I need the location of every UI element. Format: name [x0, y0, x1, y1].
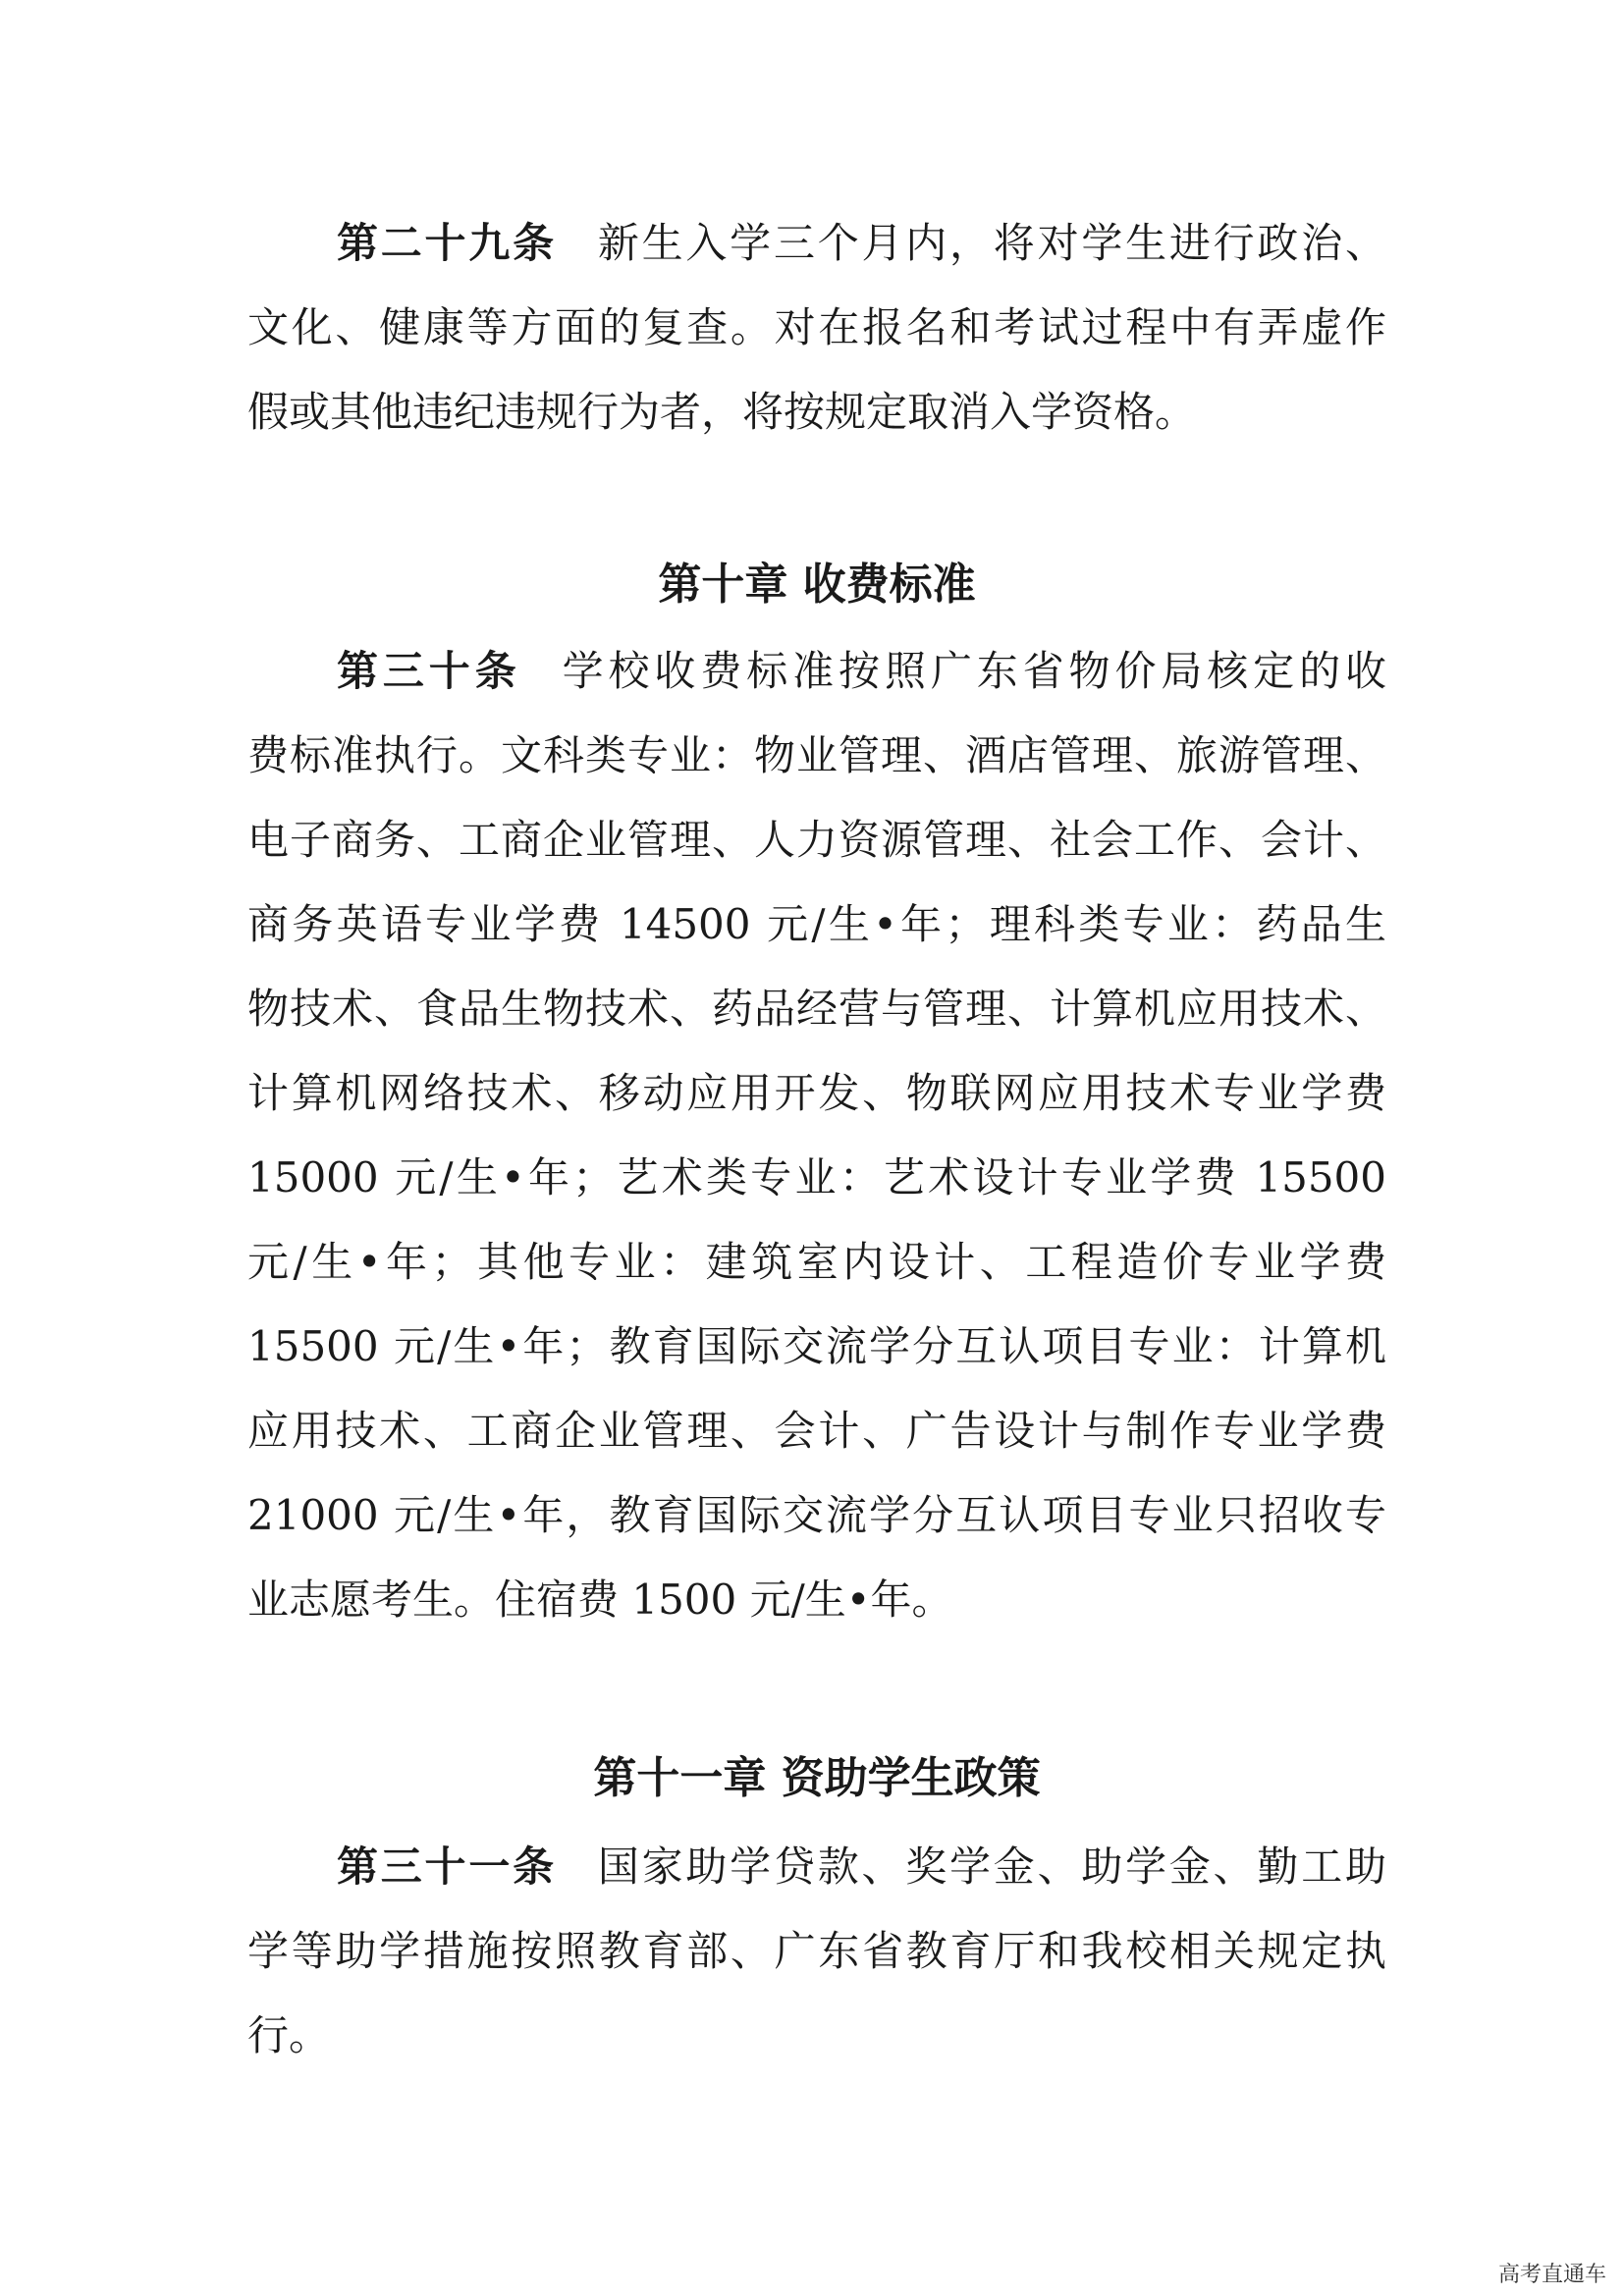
article-31-line-3: 行。 [247, 2011, 331, 2059]
article-29-label: 第二十九条 [337, 219, 557, 267]
article-29-text-1: 新生入学三个月内，将对学生进行政治、 [597, 219, 1386, 267]
watermark-text: 高考直通车 [1497, 2263, 1606, 2287]
article-31-line-2: 学等助学措施按照教育部、广东省教育厅和我校相关规定执 [247, 1927, 1386, 1975]
article-31-label: 第三十一条 [337, 1842, 557, 1891]
article-30-line-12: 业志愿考生。住宿费 1500 元/生•年。 [247, 1575, 953, 1624]
article-29-line-3: 假或其他违纪违规行为者，将按规定取消入学资格。 [247, 388, 1197, 436]
article-30-line-8: 元/生•年；其他专业：建筑室内设计、工程造价专业学费 [247, 1238, 1386, 1286]
article-30-text-1: 学校收费标准按照广东省物价局核定的收 [562, 647, 1386, 695]
article-30-line-10: 应用技术、工商企业管理、会计、广告设计与制作专业学费 [247, 1407, 1386, 1455]
article-30-line-4: 商务英语专业学费 14500 元/生•年；理科类专业：药品生 [247, 900, 1386, 948]
article-30-line-11: 21000 元/生•年，教育国际交流学分互认项目专业只招收专 [247, 1491, 1386, 1539]
article-30-line-3: 电子商务、工商企业管理、人力资源管理、社会工作、会计、 [247, 816, 1386, 864]
article-30-line-7: 15000 元/生•年；艺术类专业：艺术设计专业学费 15500 [247, 1153, 1386, 1201]
article-30-line-2: 费标准执行。文科类专业：物业管理、酒店管理、旅游管理、 [247, 731, 1386, 779]
article-30-line-1 [337, 628, 1386, 715]
article-30-label: 第三十条 [337, 647, 521, 695]
article-29-line-2: 文化、健康等方面的复查。对在报名和考试过程中有弄虚作 [247, 303, 1386, 351]
article-30-line-6: 计算机网络技术、移动应用开发、物联网应用技术专业学费 [247, 1069, 1386, 1117]
article-29-line-1 [337, 200, 1386, 287]
chapter-10-heading: 第十章 收费标准 [658, 560, 976, 610]
article-31-line-1 [337, 1824, 1386, 1910]
chapter-11-heading: 第十一章 资助学生政策 [593, 1753, 1041, 1803]
article-30-line-5: 物技术、食品生物技术、药品经营与管理、计算机应用技术、 [247, 985, 1386, 1033]
article-31-text-1: 国家助学贷款、奖学金、助学金、勤工助 [597, 1842, 1386, 1891]
article-30-line-9: 15500 元/生•年；教育国际交流学分互认项目专业：计算机 [247, 1322, 1386, 1370]
